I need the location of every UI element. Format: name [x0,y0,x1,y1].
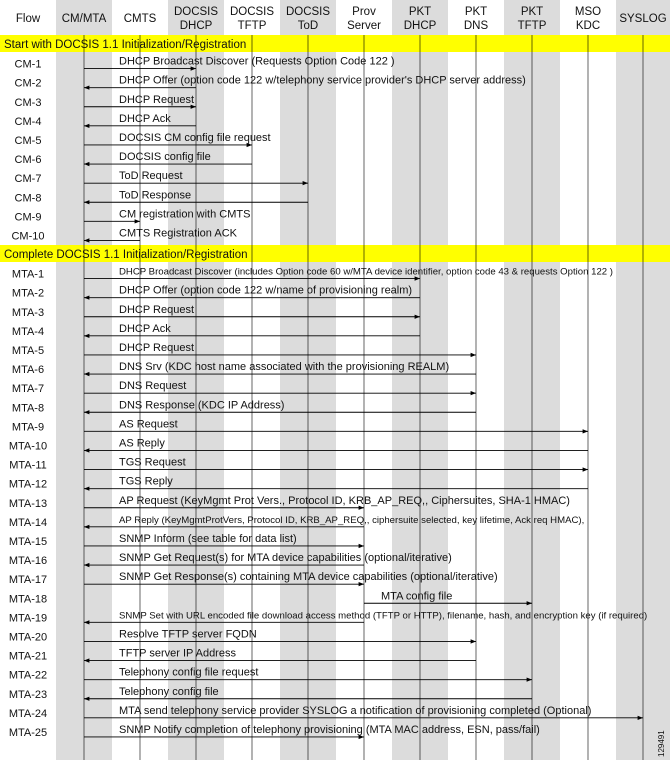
flow-id: CM-2 [14,77,42,90]
message-label: DHCP Broadcast Discover (Requests Option Code 122 ) [119,55,395,68]
flow-id: MTA-12 [8,478,48,491]
flow-id: MTA-4 [11,325,45,338]
flow-id: MTA-8 [11,402,45,415]
message-label: Resolve TFTP server FQDN [119,628,257,641]
column-header-pkt_tftp: PKT TFTP [517,6,547,32]
section-title: Complete DOCSIS 1.1 Initialization/Registration [4,249,248,261]
flow-id: CM-5 [14,134,42,147]
message-label: CM registration with CMTS [119,208,251,221]
message-label: ToD Response [119,189,192,202]
message-label: DHCP Broadcast Discover (includes Option code 60 w/MTA device identifier, option code 43 & requests Option 122 ) [119,266,613,278]
message-label: DHCP Ack [119,322,171,335]
column-header-pkt_dns: PKT DNS [463,6,489,32]
flow-id: CM-1 [14,58,42,71]
column-header-docsis_dhcp: DOCSIS DHCP [173,6,219,32]
message-label: AS Request [119,418,178,431]
message-label: AP Request (KeyMgmt Prot Vers., Protocol ID, KRB_AP_REQ,, Ciphersuites, SHA-1 HMAC) [119,494,570,507]
flow-id: CM-10 [11,230,45,243]
flow-id: MTA-13 [8,497,48,510]
message-label: DHCP Offer (option code 122 w/telephony service provider's DHCP server address) [119,74,526,87]
flow-id: CM-4 [14,115,42,128]
flow-id: MTA-21 [8,650,48,663]
message-label: TGS Reply [119,475,173,488]
section-title: Start with DOCSIS 1.1 Initialization/Registration [4,39,247,51]
flow-id: MTA-10 [8,440,48,453]
column-header-syslog: SYSLOG [619,13,667,25]
message-label: DHCP Request [119,93,194,106]
figure-id: 129491 [657,730,666,757]
message-label: DOCSIS CM config file request [119,131,271,144]
flow-id: MTA-3 [11,306,45,319]
message-label: CMTS Registration ACK [119,227,237,240]
flow-id: CM-8 [14,192,42,205]
message-label: AP Reply (KeyMgmtProtVers, Protocol ID, KRB_AP_REQ,, ciphersuite selected, key lifetime, Ack req HMAC), [119,514,585,526]
flow-id: MTA-11 [9,459,47,472]
message-label: MTA send telephony service provider SYSLOG a notification of provisioning completed (Optional) [119,704,592,717]
message-label: Telephony config file request [119,666,259,679]
flow-id: MTA-23 [8,688,48,701]
flow-id: MTA-25 [8,726,48,739]
message-label: DOCSIS config file [119,151,211,164]
column-header-pkt_dhcp: PKT DHCP [403,6,437,32]
column-header-cmts: CMTS [123,13,157,25]
column-header-mso_kdc: MSO KDC [574,6,602,32]
flow-id: CM-7 [14,173,42,186]
flow-row-cm-5 [15,132,271,147]
column-header-docsis_tod: DOCSIS ToD [285,6,331,32]
flow-id: MTA-5 [11,344,45,357]
flow-id: MTA-15 [8,535,48,548]
column-header-docsis_tftp: DOCSIS TFTP [229,6,275,32]
column-header-cm_mta: CM/MTA [61,13,107,25]
message-label: MTA config file [381,590,453,603]
message-label: DHCP Request [119,303,194,316]
message-label: TGS Request [119,456,186,469]
flow-id: MTA-17 [8,574,48,587]
message-label: DHCP Offer (option code 122 w/name of provisioning realm) [119,284,413,297]
flow-id: MTA-22 [8,669,48,682]
flow-column-header: Flow [15,13,41,25]
message-label: SNMP Set with URL encoded file download access method (TFTP or HTTP), filename, hash, and encryption key (if required) [119,610,648,622]
message-label: TFTP server IP Address [119,647,236,660]
flow-id: MTA-19 [8,612,48,625]
message-label: DNS Request [119,380,187,393]
message-label: DNS Srv (KDC host name associated with the provisioning REALM) [119,361,450,374]
message-label: DHCP Ack [119,112,171,125]
message-label: SNMP Notify completion of telephony provisioning (MTA MAC address, ESN, pass/fail) [119,723,540,736]
flow-id: MTA-24 [8,707,48,720]
flow-id: CM-6 [14,154,42,167]
message-label: SNMP Get Response(s) containing MTA device capabilities (optional/iterative) [119,571,498,584]
message-label: SNMP Inform (see table for data list) [119,532,297,545]
flow-id: MTA-1 [11,268,45,281]
flow-id: MTA-14 [8,516,48,529]
message-label: AS Reply [119,437,165,450]
flow-id: MTA-18 [8,593,48,606]
message-label: DNS Response (KDC IP Address) [119,399,285,412]
message-label: DHCP Request [119,341,194,354]
message-label: ToD Request [119,170,183,183]
flow-id: MTA-7 [11,383,45,396]
flow-id: MTA-20 [8,631,48,644]
column-header-prov_server: Prov Server [347,6,381,32]
message-label: Telephony config file [119,685,219,698]
flow-id: MTA-16 [8,555,48,568]
flow-id: CM-9 [14,211,42,224]
flow-id: MTA-6 [11,364,45,377]
message-label: SNMP Get Request(s) for MTA device capabilities (optional/iterative) [119,552,452,565]
flow-id: MTA-2 [11,287,45,300]
flow-id: MTA-9 [11,421,45,434]
flow-id: CM-3 [14,96,42,109]
